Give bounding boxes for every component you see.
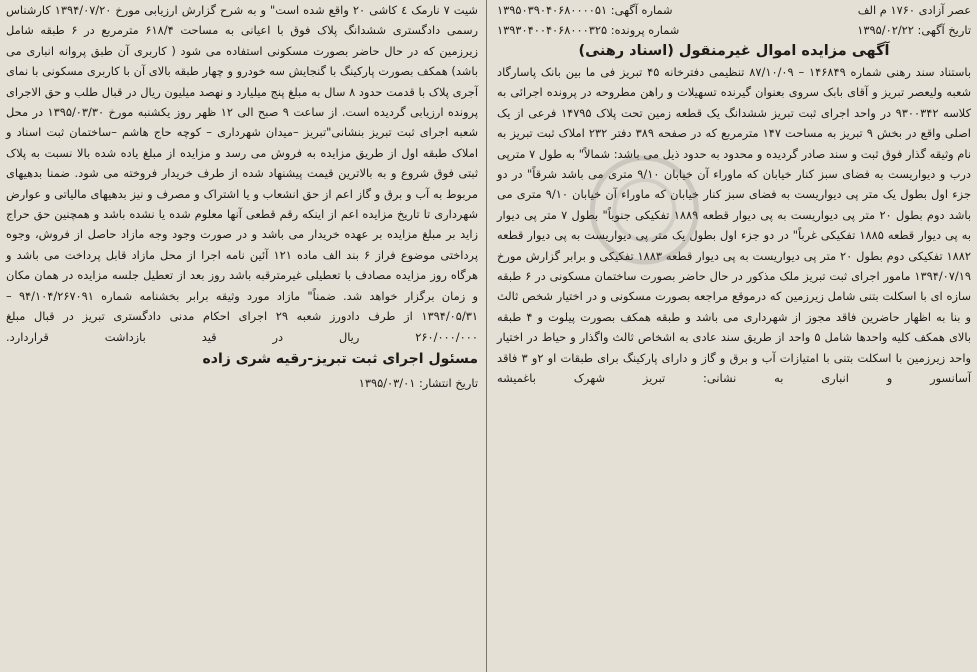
signature: مسئول اجرای ثبت تبریز-رقیه شری زاده	[202, 350, 478, 367]
ad-number: شماره آگهی: ۱۳۹۵۰۳۹۰۴۰۶۸۰۰۰۰۵۱	[497, 3, 673, 17]
issue-number: عصر آزادی ۱۷۶۰ م الف	[857, 3, 971, 17]
publish-date: تاریخ انتشار: ۱۳۹۵/۰۳/۰۱	[358, 375, 478, 390]
left-column	[0, 0, 484, 672]
left-paragraph: شیت ۷ نارمک ٤ کاشی ۲۰ واقع شده است" و به شرح گزارش ارزیابی مورخ ۱۳۹۴/۰۷/۲۰ کارشناس رسمی دادگستری ششدانگ پلاک فوق با اعیانی به مساحت ۶۱۸/۴ مترمربع در ۶ طبقه شامل زیرزمین که در حال حاضر بصورت مسکونی استفاده می شود ( کاربری آن طبق پروانه انباری می باشد) همکف بصورت پارکینگ با گنجایش سه خودرو و چهار طبقه بالای آن با کاربری مسکونی با نمای آجری پلاک با قدمت حدود ۸ سال به مبلغ پنج میلیارد و نهصد میلیون ریال در قبال طلب و حق الاجرای پرونده ارزیابی گردیده است. از ساعت ۹ صبح الی ۱۲ ظهر روز یکشنبه مورخ ۱۳۹۵/۰۳/۳۰ در محل شعبه اجرای ثبت تبریز بنشانی"تبریز –میدان شهرداری – کوچه حاج هاشم –ساختمان ثبت اسناد و املاک طبقه اول از طریق مزایده به فروش می رسد و مزایده از مبلغ یاده شده بالا نسبت به پلاک ثبتی فوق شروع و به بالاترین قیمت پیشنهاد شده از طرف خریدار فروخته می شود. ضمنا بدهیهای مربوط به آب و برق و گاز اعم از حق انشعاب و یا اشتراک و مصرف و نیز بدهیهای مالیاتی و عوارض شهرداری تا تاریخ مزایده اعم از اینکه رقم قطعی آنها معلوم شده یا نشده باشد و همچنین حق حراج زاید بر مبلغ مزایده بر عهده خریدار می باشد و در صورت وجود وجه مازاد حاصل از فروش، وجوه پرداختی موضوع فراز ۶ بند الف ماده ۱۲۱ آئین نامه اجرا از محل مازاد قابل پرداخت می باشد و هرگاه روز مزایده مصادف با تعطیلی غیرمترقبه باشد روز بعد از تعطیل جلسه مزایده در همان مکان و زمان برگزار خواهد شد. ضمناً" مازاد مورد وثیقه برابر بخشنامه شماره ۹۴/۱۰۴/۲۶۷۰۹۱ – ۱۳۹۴/۰۵/۳۱ از طرف دادورز شعبه ۲۹ اجرای احکام مدنی دادگستری تبریز در قبال مبلغ ۲۶۰/۰۰۰/۰۰۰ ریال در قید بازداشت قراردارد.	[6, 3, 479, 344]
file-number: شماره پرونده: ۱۳۹۳۰۴۰۰۴۰۶۸۰۰۰۳۲۵	[497, 23, 680, 37]
right-paragraph: باستناد سند رهنی شماره ۱۴۶۸۴۹ – ۸۷/۱۰/۰۹ تنظیمی دفترخانه ۴۵ تبریز فی ما بین بانک پاسارگاد شعبه ولیعصر تبریز و آقای بابک سروی بعنوان گیرنده تسهیلات و راهن مطروحه در پرونده اجرائی به کلاسه ۹۳۰۰۳۴۲ در واحد اجرای ثبت تبریز ششدانگ یک قطعه زمین تحت پلاک ۱۴۷۹۵ فرعی از یک اصلی واقع در بخش ۹ تبریز به مساحت ۱۴۷ مترمربع که در صفحه ۳۸۹ دفتر ۲۳۲ املاک ثبت تبریز به نام وثیقه گذار فوق ثبت و سند صادر گردیده و محدود به حدود ذیل می باشد: شمالاً" به طول ۷ مترپی درب و دیواریست به فضای سبز کنار خیابان که ماوراء آن خیابان ۹/۱۰ متری می باشد شرقاً" در دو جزء اول بطول یک متر پی دیواریست به فضای سبز کنار خیابان که ماوراء آن خیابان ۹/۱۰ متری می باشد دوم بطول ۲۰ متر پی دیواریست به پی دیوار قطعه ۱۸۸۹ تفکیکی جنوباً" بطول ۷ متر پی دیوار به پی دیوار قطعه ۱۸۸۵ تفکیکی غرباً" در دو جزء اول بطول یک متر پی دیواریست به پی دیوار قطعه ۱۸۸۲ تفکیکی دوم بطول ۲۰ متر پی دیواریست به پی دیوار قطعه ۱۸۸۳ تفکیکی و برابر گزارش مورخ ۱۳۹۴/۰۷/۱۹ مامور اجرای ثبت تبریز ملک مذکور در حال حاضر بصورت ساختمان مسکونی در ۶ طبقه سازه ای با اسکلت بتنی شامل زیرزمین که درموقع مراجعه بصورت مسکونی و در اختیار شخص ثالث و بنا به اظهار حاضرین فاقد مجوز از شهرداری می باشد و طبقه همکف بصورت پیلوت و ۴ طبقه بالای همکف کلیه واحدها شامل ۵ واحد از طریق سند عادی به اشخاص ثالث واگذار و حیاط در اختیار واحد زیرزمین با اسکلت بتنی با امتیازات آب و برق و گاز و دارای پارکینگ برای طبقات او ۲و ۳ فاقد آسانسور و انباری به نشانی: تبریز شهرک باغمیشه	[497, 65, 972, 386]
header-row-1	[497, 0, 971, 20]
left-body	[6, 0, 478, 347]
right-body	[497, 62, 971, 389]
ad-date: تاریخ آگهی: ۱۳۹۵/۰۲/۲۲	[857, 23, 971, 37]
notice-title: آگهی مزایده اموال غیرمنقول (اسناد رهنی)	[578, 43, 890, 59]
header-row-2	[497, 20, 971, 40]
right-column	[491, 0, 977, 672]
column-divider	[486, 0, 487, 672]
